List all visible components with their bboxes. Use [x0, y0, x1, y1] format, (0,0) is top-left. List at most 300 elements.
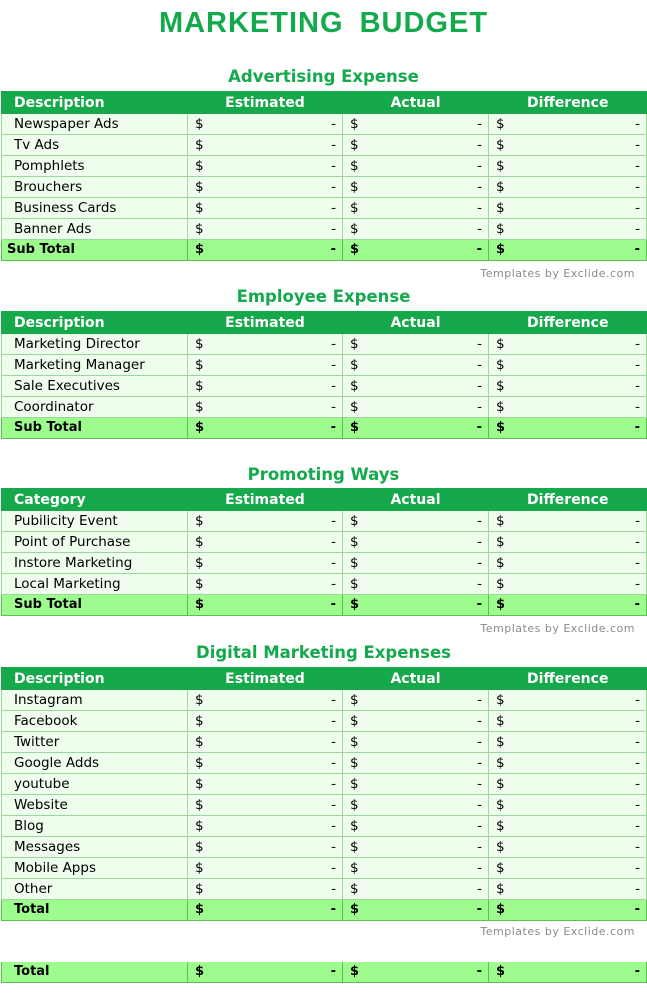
currency-symbol: $: [195, 576, 204, 592]
amount-value: -: [331, 713, 336, 729]
amount-value: -: [635, 137, 640, 153]
amount-cell[interactable]: [188, 355, 343, 376]
digital-table: [1, 667, 647, 921]
currency-symbol: $: [496, 797, 505, 813]
currency-symbol: $: [350, 534, 359, 550]
amount-cell[interactable]: [343, 355, 489, 376]
currency-symbol: $: [496, 555, 505, 571]
currency-symbol: $: [195, 357, 204, 373]
currency-symbol: $: [350, 597, 360, 612]
currency-symbol: $: [195, 692, 204, 708]
row-label[interactable]: Point of Purchase: [2, 532, 188, 553]
row-label[interactable]: Banner Ads: [2, 219, 188, 240]
amount-value: -: [331, 221, 336, 237]
credit-text: Templates by Exclide.com: [480, 925, 635, 938]
table-row: [2, 219, 647, 240]
amount-cell[interactable]: [188, 114, 343, 135]
amount-cell[interactable]: [343, 219, 489, 240]
row-label[interactable]: Marketing Manager: [2, 355, 188, 376]
column-header: Category: [2, 488, 188, 511]
row-label[interactable]: Blog: [2, 816, 188, 837]
amount-cell[interactable]: [343, 774, 489, 795]
amount-cell[interactable]: [489, 198, 647, 219]
amount-value: -: [331, 576, 336, 592]
currency-symbol: $: [195, 776, 204, 792]
amount-value: -: [331, 513, 336, 529]
subtotal-label: Sub Total: [2, 418, 188, 439]
amount-cell[interactable]: [489, 511, 647, 532]
currency-symbol: $: [496, 399, 505, 415]
currency-symbol: $: [350, 336, 359, 352]
currency-symbol: $: [496, 221, 505, 237]
column-header: Difference: [489, 667, 647, 690]
currency-symbol: $: [350, 179, 359, 195]
amount-value: -: [477, 860, 482, 876]
amount-value: -: [477, 116, 482, 132]
amount-value: -: [477, 734, 482, 750]
currency-symbol: $: [496, 776, 505, 792]
currency-symbol: $: [496, 902, 506, 917]
amount-cell[interactable]: [489, 879, 647, 900]
amount-value: -: [331, 357, 336, 373]
amount-value: -: [634, 902, 640, 917]
table-row: [2, 795, 647, 816]
currency-symbol: $: [195, 200, 204, 216]
column-header: Description: [2, 91, 188, 114]
amount-value: -: [331, 818, 336, 834]
currency-symbol: $: [195, 713, 204, 729]
subtotal-row: [2, 240, 647, 261]
promoting-table: [1, 488, 647, 616]
amount-cell[interactable]: [343, 135, 489, 156]
table-row: [2, 879, 647, 900]
table-row: [2, 114, 647, 135]
currency-symbol: $: [195, 158, 204, 174]
amount-value: -: [635, 221, 640, 237]
amount-cell[interactable]: [188, 962, 343, 983]
row-label[interactable]: Newspaper Ads: [2, 114, 188, 135]
currency-symbol: $: [195, 797, 204, 813]
amount-value: -: [331, 179, 336, 195]
table-row: [2, 156, 647, 177]
amount-cell[interactable]: [343, 900, 489, 921]
table-row: [2, 711, 647, 732]
amount-cell[interactable]: [188, 858, 343, 879]
amount-cell[interactable]: [188, 240, 343, 261]
amount-value: -: [635, 692, 640, 708]
row-label[interactable]: Twitter: [2, 732, 188, 753]
amount-cell[interactable]: [343, 511, 489, 532]
currency-symbol: $: [195, 964, 205, 979]
amount-value: -: [331, 692, 336, 708]
row-label[interactable]: Instore Marketing: [2, 553, 188, 574]
currency-symbol: $: [496, 839, 505, 855]
currency-symbol: $: [350, 797, 359, 813]
row-label[interactable]: Marketing Director: [2, 334, 188, 355]
amount-value: -: [477, 713, 482, 729]
amount-value: -: [635, 555, 640, 571]
currency-symbol: $: [350, 839, 359, 855]
currency-symbol: $: [350, 734, 359, 750]
table-row: [2, 177, 647, 198]
amount-cell[interactable]: [489, 574, 647, 595]
amount-cell[interactable]: [489, 858, 647, 879]
column-header: Estimated: [188, 311, 343, 334]
table-row: [2, 553, 647, 574]
amount-value: -: [634, 242, 640, 257]
currency-symbol: $: [496, 734, 505, 750]
row-label[interactable]: Website: [2, 795, 188, 816]
table-row: [2, 753, 647, 774]
currency-symbol: $: [496, 713, 505, 729]
table-row: [2, 376, 647, 397]
amount-cell[interactable]: [489, 962, 647, 983]
subtotal-label: Total: [2, 900, 188, 921]
amount-cell[interactable]: [343, 376, 489, 397]
amount-cell[interactable]: [343, 690, 489, 711]
amount-cell[interactable]: [188, 711, 343, 732]
currency-symbol: $: [350, 555, 359, 571]
table-row: [2, 732, 647, 753]
amount-value: -: [476, 420, 482, 435]
amount-cell[interactable]: [188, 219, 343, 240]
amount-cell[interactable]: [343, 532, 489, 553]
currency-symbol: $: [350, 158, 359, 174]
amount-cell[interactable]: [188, 816, 343, 837]
amount-cell[interactable]: [343, 574, 489, 595]
amount-cell[interactable]: [489, 418, 647, 439]
currency-symbol: $: [195, 242, 205, 257]
amount-cell[interactable]: [343, 711, 489, 732]
amount-cell[interactable]: [343, 114, 489, 135]
amount-cell[interactable]: [343, 177, 489, 198]
row-label[interactable]: Pomphlets: [2, 156, 188, 177]
amount-cell[interactable]: [343, 240, 489, 261]
amount-cell[interactable]: [188, 690, 343, 711]
amount-value: -: [331, 158, 336, 174]
row-label[interactable]: Sale Executives: [2, 376, 188, 397]
currency-symbol: $: [195, 221, 204, 237]
section-title: Advertising Expense: [228, 67, 419, 86]
table-header: [2, 488, 647, 511]
amount-cell[interactable]: [188, 553, 343, 574]
currency-symbol: $: [350, 357, 359, 373]
currency-symbol: $: [496, 818, 505, 834]
amount-cell[interactable]: [188, 198, 343, 219]
row-label[interactable]: Local Marketing: [2, 574, 188, 595]
amount-value: -: [635, 713, 640, 729]
currency-symbol: $: [350, 713, 359, 729]
section-title: Employee Expense: [236, 287, 411, 306]
amount-cell[interactable]: [188, 774, 343, 795]
amount-value: -: [330, 597, 336, 612]
currency-symbol: $: [350, 818, 359, 834]
row-label[interactable]: Pubilicity Event: [2, 511, 188, 532]
table-row: [2, 574, 647, 595]
column-header: Estimated: [188, 488, 343, 511]
amount-cell[interactable]: [343, 397, 489, 418]
amount-cell[interactable]: [343, 732, 489, 753]
currency-symbol: $: [496, 200, 505, 216]
advertising-table: [1, 91, 647, 261]
row-label[interactable]: Brouchers: [2, 177, 188, 198]
grand-total-row: [2, 962, 647, 983]
currency-symbol: $: [496, 137, 505, 153]
amount-value: -: [331, 399, 336, 415]
amount-value: -: [635, 576, 640, 592]
table-row: [2, 858, 647, 879]
currency-symbol: $: [350, 576, 359, 592]
amount-cell[interactable]: [188, 397, 343, 418]
amount-value: -: [477, 378, 482, 394]
currency-symbol: $: [350, 221, 359, 237]
amount-cell[interactable]: [188, 334, 343, 355]
currency-symbol: $: [350, 399, 359, 415]
currency-symbol: $: [496, 158, 505, 174]
amount-value: -: [476, 242, 482, 257]
currency-symbol: $: [195, 179, 204, 195]
amount-cell[interactable]: [489, 355, 647, 376]
amount-value: -: [635, 839, 640, 855]
amount-value: -: [635, 158, 640, 174]
amount-cell[interactable]: [489, 690, 647, 711]
row-label[interactable]: Mobile Apps: [2, 858, 188, 879]
currency-symbol: $: [350, 776, 359, 792]
amount-cell[interactable]: [343, 198, 489, 219]
amount-value: -: [477, 818, 482, 834]
amount-value: -: [634, 420, 640, 435]
table-row: [2, 816, 647, 837]
amount-cell[interactable]: [489, 774, 647, 795]
amount-cell[interactable]: [343, 418, 489, 439]
amount-value: -: [331, 881, 336, 897]
currency-symbol: $: [195, 734, 204, 750]
table-row: [2, 198, 647, 219]
amount-cell[interactable]: [343, 753, 489, 774]
amount-cell[interactable]: [489, 114, 647, 135]
amount-value: -: [476, 964, 482, 979]
amount-cell[interactable]: [188, 135, 343, 156]
table-row: [2, 532, 647, 553]
amount-value: -: [635, 336, 640, 352]
currency-symbol: $: [195, 137, 204, 153]
column-header: Description: [2, 311, 188, 334]
amount-cell[interactable]: [343, 837, 489, 858]
subtotal-label: Sub Total: [2, 595, 188, 616]
table-row: [2, 397, 647, 418]
amount-cell[interactable]: [489, 711, 647, 732]
amount-cell[interactable]: [188, 795, 343, 816]
amount-cell[interactable]: [489, 156, 647, 177]
amount-value: -: [635, 200, 640, 216]
amount-cell[interactable]: [489, 397, 647, 418]
amount-value: -: [634, 597, 640, 612]
column-header: Difference: [489, 311, 647, 334]
amount-cell[interactable]: [489, 219, 647, 240]
amount-cell[interactable]: [188, 595, 343, 616]
amount-value: -: [635, 860, 640, 876]
currency-symbol: $: [350, 881, 359, 897]
amount-value: -: [477, 776, 482, 792]
amount-value: -: [331, 534, 336, 550]
currency-symbol: $: [496, 964, 506, 979]
subtotal-row: [2, 418, 647, 439]
row-label[interactable]: Instagram: [2, 690, 188, 711]
amount-cell[interactable]: [188, 574, 343, 595]
amount-cell[interactable]: [489, 753, 647, 774]
currency-symbol: $: [496, 597, 506, 612]
table-row: [2, 511, 647, 532]
amount-value: -: [635, 818, 640, 834]
amount-cell[interactable]: [489, 553, 647, 574]
amount-cell[interactable]: [343, 962, 489, 983]
column-header: Difference: [489, 91, 647, 114]
currency-symbol: $: [195, 839, 204, 855]
amount-cell[interactable]: [343, 553, 489, 574]
currency-symbol: $: [496, 179, 505, 195]
amount-value: -: [635, 534, 640, 550]
amount-value: -: [635, 755, 640, 771]
amount-value: -: [330, 902, 336, 917]
amount-value: -: [331, 797, 336, 813]
section-title: Digital Marketing Expenses: [196, 643, 451, 662]
amount-cell[interactable]: [489, 816, 647, 837]
amount-cell[interactable]: [188, 732, 343, 753]
currency-symbol: $: [350, 137, 359, 153]
table-row: [2, 355, 647, 376]
amount-value: -: [635, 513, 640, 529]
amount-value: -: [331, 776, 336, 792]
currency-symbol: $: [195, 420, 205, 435]
currency-symbol: $: [496, 881, 505, 897]
amount-cell[interactable]: [188, 511, 343, 532]
table-header: [2, 91, 647, 114]
amount-cell[interactable]: [188, 418, 343, 439]
currency-symbol: $: [350, 116, 359, 132]
table-row: [2, 135, 647, 156]
amount-cell[interactable]: [489, 837, 647, 858]
currency-symbol: $: [350, 513, 359, 529]
row-label[interactable]: Facebook: [2, 711, 188, 732]
employee-table: [1, 311, 647, 439]
currency-symbol: $: [195, 116, 204, 132]
amount-value: -: [477, 839, 482, 855]
amount-cell[interactable]: [188, 532, 343, 553]
amount-cell[interactable]: [489, 532, 647, 553]
currency-symbol: $: [195, 881, 204, 897]
row-label[interactable]: Other: [2, 879, 188, 900]
currency-symbol: $: [350, 755, 359, 771]
currency-symbol: $: [195, 513, 204, 529]
amount-value: -: [477, 357, 482, 373]
currency-symbol: $: [195, 399, 204, 415]
amount-value: -: [330, 420, 336, 435]
amount-cell[interactable]: [489, 376, 647, 397]
amount-value: -: [477, 200, 482, 216]
amount-value: -: [331, 336, 336, 352]
amount-cell[interactable]: [489, 334, 647, 355]
currency-symbol: $: [496, 420, 506, 435]
currency-symbol: $: [350, 420, 360, 435]
amount-cell[interactable]: [343, 879, 489, 900]
amount-cell[interactable]: [343, 334, 489, 355]
table-row: [2, 690, 647, 711]
currency-symbol: $: [195, 534, 204, 550]
amount-cell[interactable]: [489, 732, 647, 753]
currency-symbol: $: [350, 200, 359, 216]
amount-value: -: [477, 513, 482, 529]
amount-cell[interactable]: [188, 837, 343, 858]
row-label[interactable]: Google Adds: [2, 753, 188, 774]
amount-cell[interactable]: [343, 595, 489, 616]
amount-cell[interactable]: [343, 816, 489, 837]
amount-cell[interactable]: [343, 795, 489, 816]
subtotal-row: [2, 900, 647, 921]
currency-symbol: $: [496, 534, 505, 550]
amount-cell[interactable]: [188, 900, 343, 921]
row-label[interactable]: youtube: [2, 774, 188, 795]
amount-value: -: [477, 881, 482, 897]
amount-cell[interactable]: [489, 240, 647, 261]
row-label[interactable]: Messages: [2, 837, 188, 858]
amount-cell[interactable]: [489, 595, 647, 616]
amount-cell[interactable]: [489, 135, 647, 156]
amount-value: -: [331, 839, 336, 855]
amount-value: -: [634, 964, 640, 979]
row-label[interactable]: Tv Ads: [2, 135, 188, 156]
amount-cell[interactable]: [343, 858, 489, 879]
amount-cell[interactable]: [489, 177, 647, 198]
amount-value: -: [331, 755, 336, 771]
amount-value: -: [331, 116, 336, 132]
amount-cell[interactable]: [188, 753, 343, 774]
currency-symbol: $: [496, 357, 505, 373]
amount-value: -: [477, 797, 482, 813]
currency-symbol: $: [496, 755, 505, 771]
amount-value: -: [331, 137, 336, 153]
amount-cell[interactable]: [188, 156, 343, 177]
amount-cell[interactable]: [188, 879, 343, 900]
amount-value: -: [476, 597, 482, 612]
amount-cell[interactable]: [188, 376, 343, 397]
amount-cell[interactable]: [489, 795, 647, 816]
currency-symbol: $: [195, 755, 204, 771]
amount-value: -: [635, 797, 640, 813]
column-header: Estimated: [188, 91, 343, 114]
currency-symbol: $: [350, 964, 360, 979]
row-label[interactable]: Business Cards: [2, 198, 188, 219]
amount-value: -: [635, 179, 640, 195]
column-header: Actual: [343, 311, 489, 334]
table-header: [2, 311, 647, 334]
amount-value: -: [477, 555, 482, 571]
table-header: [2, 667, 647, 690]
amount-cell[interactable]: [343, 156, 489, 177]
currency-symbol: $: [195, 818, 204, 834]
credit-text: Templates by Exclide.com: [480, 267, 635, 280]
amount-value: -: [331, 378, 336, 394]
currency-symbol: $: [496, 378, 505, 394]
amount-value: -: [477, 576, 482, 592]
page-title: MARKETING BUDGET: [158, 7, 489, 39]
credit-text: Templates by Exclide.com: [480, 622, 635, 635]
amount-cell[interactable]: [188, 177, 343, 198]
row-label[interactable]: Coordinator: [2, 397, 188, 418]
amount-value: -: [331, 555, 336, 571]
amount-cell[interactable]: [489, 900, 647, 921]
column-header: Actual: [343, 91, 489, 114]
amount-value: -: [477, 137, 482, 153]
